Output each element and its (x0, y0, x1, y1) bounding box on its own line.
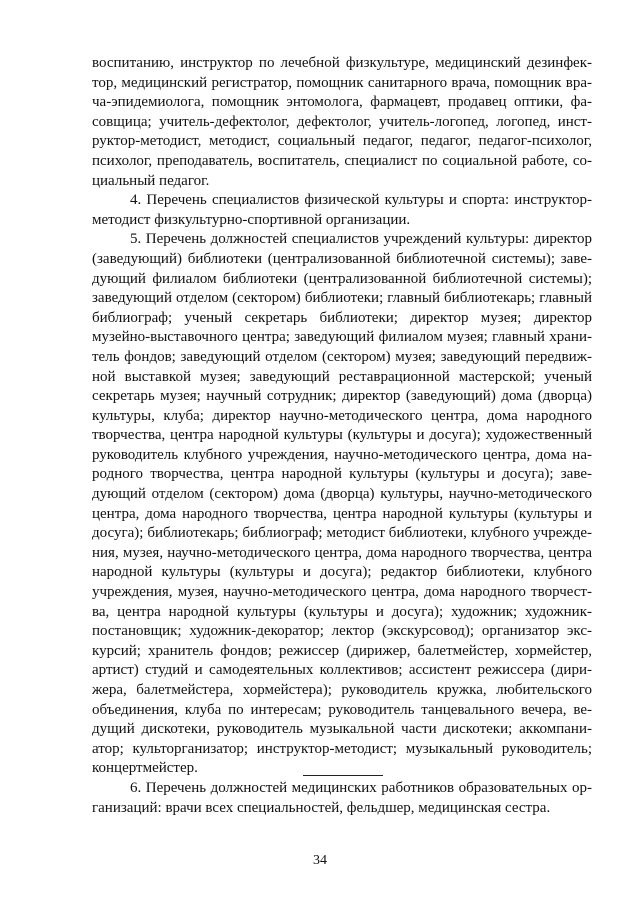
paragraph-item-4: 4. Перечень специалистов физической культуры и спорта: инструктор-методист физкультурно-спортивной организации. (92, 192, 592, 228)
paragraph-item-6: 6. Перечень должностей медицинских работников образовательных организаций: врачи всех специальностей, фельдшер, медицинская сестра. (92, 779, 592, 816)
end-divider (303, 775, 383, 776)
document-page (92, 54, 592, 818)
page-number: 34 (313, 853, 327, 868)
paragraph-item-5: 5. Перечень должностей специалистов учреждений культуры: директор (заведующий) библиотеки (централизованной библиотечной системы); заведующий филиалом библиотеки (централизованной библиотечной системы); заведующий отделом (сектором) библиотеки; главный библиотекарь; главный библиограф; ученый секретарь библиотеки; директор музея; директор музейно-выставочного центра; заведующий филиалом музея; главный хранитель фондов; заведующий отделом (сектором) музея; заведующий передвижной выставкой музея; заведующий реставрационной мастерской; ученый секретарь музея; научный сотрудник; директор (заведующий) дома (дворца) культуры, клуба; директор научно-методического центра, дома народного творчества, центра народной культуры (культуры и досуга); художественный руководитель клубного учреждения, научно-методического центра, дома народного творчества, центра народной культуры (культуры и досуга); заведующий отделом (сектором) дома (дворца) культуры, научно-методического центра, дома народного творчества, центра народной культуры (культуры и досуга); библиотекарь; библиограф; методист библиотеки, клубного учреждения, музея, научно-методического центра, дома народного творчества, центра народной культуры (культуры и досуга); редактор библиотеки, клубного учреждения, музея, научно-методического центра, дома народного творчества, центра народной культуры (культуры и досуга); художник; художник-постановщик; художник-декоратор; лектор (экскурсовод); организатор экскурсий; хранитель фондов; режиссер (дирижер, балетмейстер, хормейстер, артист) студий и самодеятельных коллективов; ассистент режиссера (дирижера, балетмейстера, хормейстера); руководитель кружка, любительского объединения, клуба по интересам; руководитель танцевального вечера, ведущий дискотеки, руководитель музыкальной части дискотеки; аккомпаниатор; культорганизатор; инструктор-методист; музыкальный руководитель; концертмейстер. (92, 231, 592, 777)
paragraph-continuation: воспитанию, инструктор по лечебной физкультуре, медицинский дезинфектор, медицинский регистратор, помощник санитарного врача, помощник врача-эпидемиолога, помощник энтомолога, фармацевт, продавец оптики, фасовщица; учитель-дефектолог, дефектолог, учитель-логопед, логопед, инструктор-методист, методист, социальный педагог, педагог, педагог-психолог, психолог, преподаватель, воспитатель, специалист по социальной работе, социальный педагог. (92, 55, 592, 189)
